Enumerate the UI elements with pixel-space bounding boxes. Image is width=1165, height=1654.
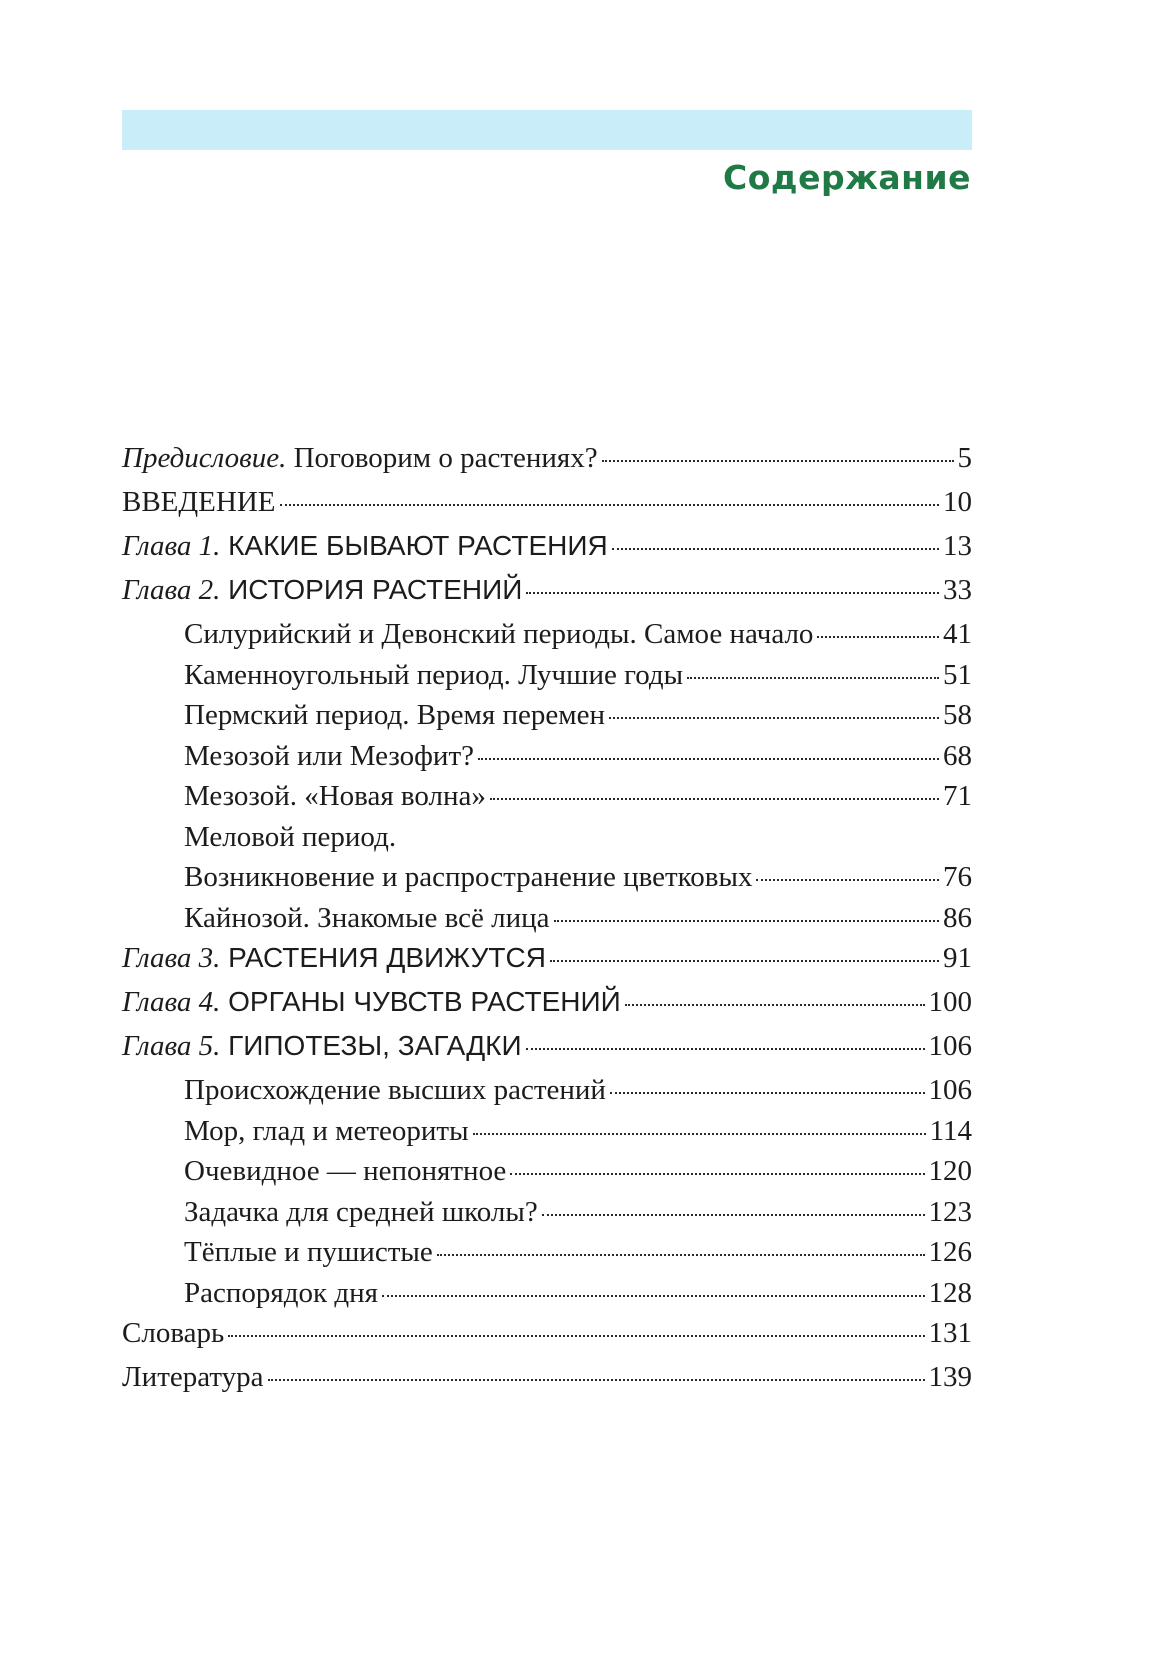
toc-entry[interactable] [122, 530, 972, 574]
toc-entry-title: Тёплые и пушистые [184, 1236, 433, 1268]
toc-entry-page-number: 123 [928, 1195, 972, 1228]
toc-entry-title: Меловой период. [184, 820, 397, 853]
toc-entry[interactable] [122, 1074, 972, 1115]
toc-entry[interactable] [122, 780, 972, 821]
dot-leader [478, 758, 939, 760]
toc-entry-page-number: 76 [943, 861, 972, 893]
dot-leader [510, 1173, 924, 1175]
toc-entry-title: Мор, глад и метеориты [184, 1114, 469, 1147]
toc-entry-page-number: 13 [943, 530, 972, 562]
toc-entry-page-number: 126 [928, 1236, 972, 1268]
toc-entry-page-number: 131 [928, 1317, 972, 1349]
toc-entry-title: ОРГАНЫ ЧУВСТВ РАСТЕНИЙ [220, 986, 621, 1017]
toc-entry-prefix: Глава 5. [122, 1030, 221, 1062]
dot-leader [268, 1379, 925, 1381]
toc-entry[interactable] [122, 861, 972, 902]
toc-entry-page-number: 33 [943, 574, 972, 606]
toc-entry-page-number: 5 [957, 442, 972, 474]
toc-entry-title: Возникновение и распространение цветковых [184, 861, 753, 893]
toc-entry-prefix: Глава 2. [122, 574, 221, 606]
toc-entry[interactable] [122, 1277, 972, 1318]
toc-entry-title: Происхождение высших растений [184, 1074, 606, 1106]
dot-leader [609, 717, 939, 719]
toc-entry-page-number: 139 [928, 1361, 972, 1393]
dot-leader [625, 1004, 925, 1006]
toc-entry[interactable] [122, 1030, 972, 1074]
toc-entry-page-number: 91 [943, 942, 972, 974]
toc-entry-title: ИСТОРИЯ РАСТЕНИЙ [220, 574, 523, 605]
toc-entry[interactable] [122, 442, 972, 486]
toc-entry-page-number: 120 [928, 1155, 972, 1187]
toc-entry-page-number: 106 [928, 1074, 972, 1106]
dot-leader [550, 960, 939, 962]
toc-entry-page-number: 71 [943, 780, 972, 812]
toc-entry-prefix: Глава 4. [122, 986, 221, 1018]
dot-leader [756, 879, 939, 881]
toc-entry[interactable] [122, 1155, 972, 1196]
toc-entry-title: Кайнозой. Знакомые всё лица [184, 901, 550, 934]
toc-entry-prefix: Предисловие. [122, 442, 287, 474]
dot-leader [542, 1214, 925, 1216]
dot-leader [473, 1133, 926, 1135]
toc-entry-title: РАСТЕНИЯ ДВИЖУТСЯ [220, 942, 546, 973]
toc-entry[interactable] [122, 1115, 972, 1156]
dot-leader [228, 1335, 924, 1337]
toc-entry-page-number: 68 [943, 739, 972, 772]
dot-leader [612, 548, 939, 550]
page-title: Содержание [723, 158, 971, 197]
toc-entry[interactable] [122, 486, 972, 530]
dot-leader [817, 636, 939, 638]
toc-entry-title: Мезозой. «Новая волна» [184, 780, 486, 812]
toc-entry-page-number: 86 [943, 901, 972, 934]
dot-leader [610, 1092, 925, 1094]
dot-leader [382, 1295, 925, 1297]
toc-entry-title: Распорядок дня [184, 1276, 378, 1309]
toc-entry[interactable] [122, 659, 972, 700]
dot-leader [687, 677, 939, 679]
toc-entry[interactable] [122, 740, 972, 781]
toc-entry-title: КАКИЕ БЫВАЮТ РАСТЕНИЯ [220, 530, 608, 561]
toc-entry[interactable] [122, 902, 972, 943]
toc-entry-title: Каменноугольный период. Лучшие годы [184, 658, 684, 691]
toc-entry-title: Очевидное — непонятное [184, 1155, 507, 1187]
toc-entry-page-number: 51 [943, 658, 972, 691]
toc-entry-prefix: Глава 3. [122, 942, 221, 974]
dot-leader [490, 798, 939, 800]
toc-entry[interactable] [122, 1236, 972, 1277]
toc-entry-page-number: 106 [928, 1030, 972, 1062]
toc-entry[interactable] [122, 942, 972, 986]
header-color-band [122, 110, 972, 150]
toc-entry-page-number: 128 [928, 1276, 972, 1309]
toc-entry[interactable] [122, 574, 972, 618]
toc-entry[interactable] [122, 821, 972, 862]
toc-entry-page-number: 58 [943, 699, 972, 731]
dot-leader [526, 592, 939, 594]
toc-entry[interactable] [122, 1361, 972, 1405]
toc-entry-prefix: Глава 1. [122, 530, 221, 562]
toc-entry[interactable] [122, 699, 972, 740]
toc-entry-title: Пермский период. Время перемен [184, 699, 605, 731]
toc-entry-title: ГИПОТЕЗЫ, ЗАГАДКИ [220, 1030, 522, 1061]
toc-entry-page-number: 114 [929, 1114, 972, 1147]
toc-entry[interactable] [122, 1317, 972, 1361]
toc-entry-title: Мезозой или Мезофит? [184, 739, 474, 772]
toc-entry-title: Силурийский и Девонский периоды. Самое начало [184, 618, 814, 650]
dot-leader [526, 1048, 925, 1050]
toc-entry-page-number: 100 [928, 986, 972, 1018]
table-of-contents [122, 442, 972, 1405]
toc-entry[interactable] [122, 1196, 972, 1237]
toc-entry-title: ВВЕДЕНИЕ [122, 486, 276, 518]
dot-leader [554, 920, 939, 922]
toc-entry-title: Литература [122, 1361, 264, 1393]
dot-leader [602, 460, 954, 462]
toc-entry-page-number: 10 [943, 486, 972, 518]
toc-entry-title: Задачка для средней школы? [184, 1195, 538, 1228]
toc-entry-title: Поговорим о растениях? [286, 442, 598, 474]
dot-leader [280, 504, 940, 506]
toc-entry[interactable] [122, 986, 972, 1030]
toc-entry[interactable] [122, 618, 972, 659]
toc-entry-title: Словарь [122, 1317, 225, 1349]
dot-leader [437, 1254, 925, 1256]
toc-entry-page-number: 41 [943, 618, 972, 650]
